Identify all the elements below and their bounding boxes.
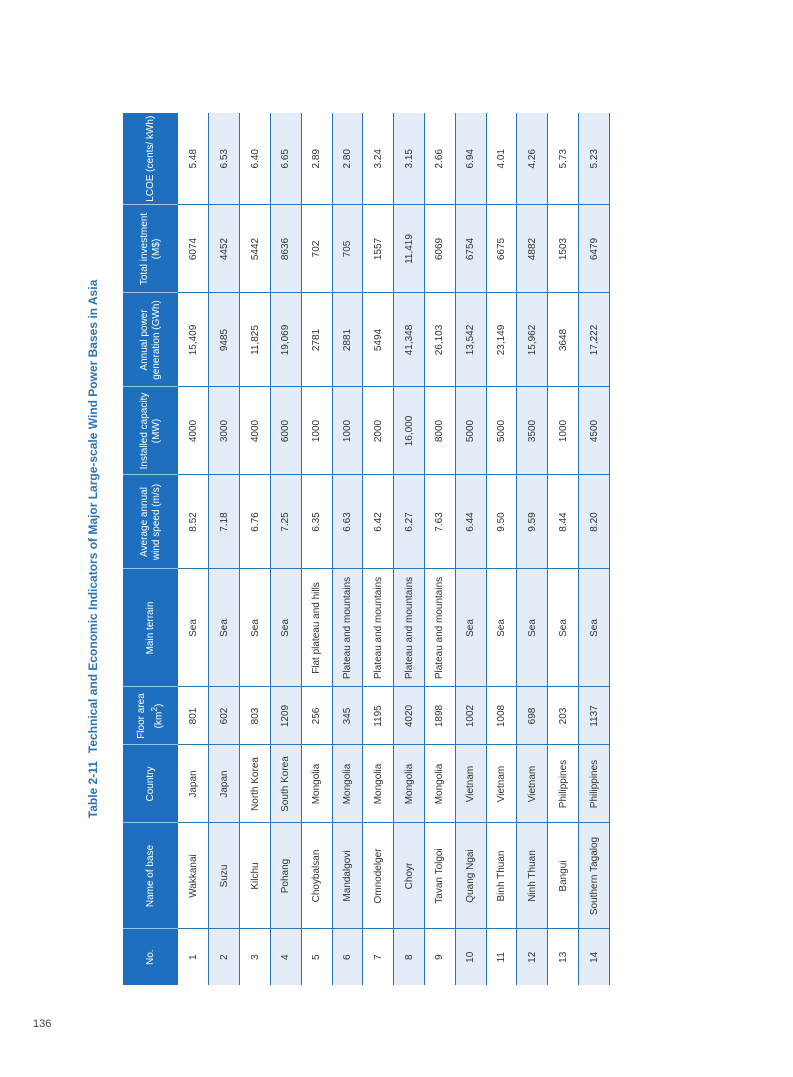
cell-country: Vietnam <box>517 745 548 823</box>
cell-lcoe: 3.24 <box>363 113 394 205</box>
cell-wind: 9.50 <box>486 475 517 569</box>
cell-area: 1137 <box>579 687 610 745</box>
cell-name: Binh Thuan <box>486 823 517 929</box>
cell-generation: 13,542 <box>455 293 486 387</box>
header-lcoe: LCOE (cents/ kWh) <box>123 113 178 205</box>
cell-lcoe: 5.48 <box>178 113 209 205</box>
cell-country: Japan <box>209 745 240 823</box>
cell-capacity: 1000 <box>332 387 363 475</box>
cell-capacity: 2000 <box>363 387 394 475</box>
cell-lcoe: 4.26 <box>517 113 548 205</box>
table-row <box>209 113 240 985</box>
cell-area: 698 <box>517 687 548 745</box>
cell-country: Philippines <box>548 745 579 823</box>
cell-terrain: Flat plateau and hills <box>301 569 332 687</box>
cell-name: Suzu <box>209 823 240 929</box>
cell-area: 1002 <box>455 687 486 745</box>
cell-capacity: 1000 <box>548 387 579 475</box>
cell-area: 1898 <box>425 687 456 745</box>
cell-terrain: Sea <box>548 569 579 687</box>
cell-area: 1209 <box>270 687 301 745</box>
table-number: Table 2-11 <box>86 761 100 819</box>
cell-lcoe: 3.15 <box>394 113 425 205</box>
table-row <box>486 113 517 985</box>
rotated-table-block <box>86 113 610 985</box>
cell-generation: 2881 <box>332 293 363 387</box>
page-number: 136 <box>33 1018 52 1030</box>
cell-wind: 7.18 <box>209 475 240 569</box>
cell-investment: 6754 <box>455 205 486 293</box>
table-row <box>301 113 332 985</box>
cell-country: Mongolia <box>394 745 425 823</box>
cell-capacity: 3000 <box>209 387 240 475</box>
cell-terrain: Sea <box>209 569 240 687</box>
cell-wind: 6.35 <box>301 475 332 569</box>
cell-area: 1195 <box>363 687 394 745</box>
cell-wind: 6.42 <box>363 475 394 569</box>
cell-investment: 702 <box>301 205 332 293</box>
header-country: Country <box>123 745 178 823</box>
cell-capacity: 5000 <box>455 387 486 475</box>
cell-investment: 11,419 <box>394 205 425 293</box>
table-row <box>240 113 271 985</box>
cell-area: 602 <box>209 687 240 745</box>
cell-area: 345 <box>332 687 363 745</box>
cell-wind: 6.76 <box>240 475 271 569</box>
cell-country: Mongolia <box>332 745 363 823</box>
cell-investment: 1503 <box>548 205 579 293</box>
cell-name: Tavan Tolgoi <box>425 823 456 929</box>
cell-generation: 11,825 <box>240 293 271 387</box>
cell-name: Pohang <box>270 823 301 929</box>
cell-capacity: 4000 <box>178 387 209 475</box>
cell-wind: 6.44 <box>455 475 486 569</box>
cell-no: 14 <box>579 929 610 985</box>
cell-wind: 9.59 <box>517 475 548 569</box>
cell-terrain: Sea <box>178 569 209 687</box>
cell-no: 13 <box>548 929 579 985</box>
header-generation: Annual power generation (GWh) <box>123 293 178 387</box>
cell-area: 4020 <box>394 687 425 745</box>
cell-country: South Korea <box>270 745 301 823</box>
wind-power-table <box>123 113 610 985</box>
cell-area: 801 <box>178 687 209 745</box>
cell-area: 803 <box>240 687 271 745</box>
table-row <box>548 113 579 985</box>
cell-name: Choyr <box>394 823 425 929</box>
cell-no: 3 <box>240 929 271 985</box>
cell-terrain: Sea <box>240 569 271 687</box>
cell-generation: 2781 <box>301 293 332 387</box>
cell-country: Mongolia <box>301 745 332 823</box>
table-row <box>455 113 486 985</box>
cell-no: 10 <box>455 929 486 985</box>
cell-capacity: 16,000 <box>394 387 425 475</box>
cell-lcoe: 2.89 <box>301 113 332 205</box>
cell-name: Wakkanai <box>178 823 209 929</box>
cell-lcoe: 6.94 <box>455 113 486 205</box>
cell-wind: 6.27 <box>394 475 425 569</box>
cell-no: 12 <box>517 929 548 985</box>
cell-terrain: Plateau and mountains <box>425 569 456 687</box>
table-title-text: Technical and Economic Indicators of Major Large-scale Wind Power Bases in Asia <box>86 279 100 754</box>
cell-wind: 8.44 <box>548 475 579 569</box>
cell-lcoe: 2.66 <box>425 113 456 205</box>
cell-lcoe: 5.23 <box>579 113 610 205</box>
cell-capacity: 4500 <box>579 387 610 475</box>
cell-country: Japan <box>178 745 209 823</box>
header-floor-area-label: Floor area <box>135 693 147 739</box>
cell-capacity: 1000 <box>301 387 332 475</box>
cell-capacity: 8000 <box>425 387 456 475</box>
cell-terrain: Sea <box>517 569 548 687</box>
cell-generation: 41,348 <box>394 293 425 387</box>
cell-country: Vietnam <box>486 745 517 823</box>
table-row <box>394 113 425 985</box>
cell-no: 2 <box>209 929 240 985</box>
header-investment: Total investment (M$) <box>123 205 178 293</box>
cell-wind: 8.52 <box>178 475 209 569</box>
cell-terrain: Sea <box>455 569 486 687</box>
table-title <box>86 113 100 985</box>
table-row <box>425 113 456 985</box>
cell-generation: 3648 <box>548 293 579 387</box>
cell-terrain: Sea <box>270 569 301 687</box>
cell-area: 1008 <box>486 687 517 745</box>
header-no: No. <box>123 929 178 985</box>
cell-country: Vietnam <box>455 745 486 823</box>
cell-name: Quang Ngai <box>455 823 486 929</box>
cell-investment: 5442 <box>240 205 271 293</box>
cell-name: Choybalsan <box>301 823 332 929</box>
cell-investment: 4882 <box>517 205 548 293</box>
cell-capacity: 3500 <box>517 387 548 475</box>
cell-terrain: Plateau and mountains <box>332 569 363 687</box>
cell-lcoe: 6.53 <box>209 113 240 205</box>
cell-country: Philippines <box>579 745 610 823</box>
cell-no: 5 <box>301 929 332 985</box>
cell-investment: 6675 <box>486 205 517 293</box>
cell-generation: 15,962 <box>517 293 548 387</box>
cell-generation: 26,103 <box>425 293 456 387</box>
cell-no: 7 <box>363 929 394 985</box>
cell-terrain: Plateau and mountains <box>394 569 425 687</box>
cell-wind: 8.20 <box>579 475 610 569</box>
cell-investment: 1557 <box>363 205 394 293</box>
header-floor-area-unit: (km <box>153 711 165 729</box>
cell-lcoe: 6.65 <box>270 113 301 205</box>
cell-investment: 6069 <box>425 205 456 293</box>
header-name: Name of base <box>123 823 178 929</box>
table-row <box>363 113 394 985</box>
cell-area: 256 <box>301 687 332 745</box>
cell-investment: 705 <box>332 205 363 293</box>
cell-name: Omnodelger <box>363 823 394 929</box>
cell-country: Mongolia <box>363 745 394 823</box>
cell-investment: 6479 <box>579 205 610 293</box>
header-floor-area <box>123 687 178 745</box>
cell-no: 9 <box>425 929 456 985</box>
cell-capacity: 5000 <box>486 387 517 475</box>
header-floor-area-sup: 2 <box>148 707 159 712</box>
table-row <box>270 113 301 985</box>
cell-name: Mandalgovi <box>332 823 363 929</box>
cell-no: 4 <box>270 929 301 985</box>
table-row <box>332 113 363 985</box>
cell-country: North Korea <box>240 745 271 823</box>
header-capacity: Installed capacity (MW) <box>123 387 178 475</box>
cell-capacity: 6000 <box>270 387 301 475</box>
cell-lcoe: 2.80 <box>332 113 363 205</box>
cell-name: Southern Tagalog <box>579 823 610 929</box>
cell-lcoe: 5.73 <box>548 113 579 205</box>
header-row <box>123 113 178 985</box>
cell-terrain: Sea <box>579 569 610 687</box>
cell-name: Bangui <box>548 823 579 929</box>
header-floor-area-close: ) <box>153 703 165 708</box>
cell-wind: 7.63 <box>425 475 456 569</box>
cell-name: Kilchu <box>240 823 271 929</box>
cell-generation: 9485 <box>209 293 240 387</box>
cell-investment: 4452 <box>209 205 240 293</box>
cell-generation: 15,409 <box>178 293 209 387</box>
cell-investment: 6074 <box>178 205 209 293</box>
table-row <box>579 113 610 985</box>
cell-country: Mongolia <box>425 745 456 823</box>
header-wind-speed: Average annual wind speed (m/s) <box>123 475 178 569</box>
cell-area: 203 <box>548 687 579 745</box>
cell-no: 11 <box>486 929 517 985</box>
cell-generation: 19,069 <box>270 293 301 387</box>
header-terrain: Main terrain <box>123 569 178 687</box>
cell-terrain: Plateau and mountains <box>363 569 394 687</box>
cell-investment: 8636 <box>270 205 301 293</box>
cell-wind: 6.63 <box>332 475 363 569</box>
cell-name: Ninh Thuan <box>517 823 548 929</box>
cell-generation: 5494 <box>363 293 394 387</box>
cell-generation: 17,222 <box>579 293 610 387</box>
cell-no: 1 <box>178 929 209 985</box>
cell-generation: 23,149 <box>486 293 517 387</box>
table-row <box>517 113 548 985</box>
cell-capacity: 4000 <box>240 387 271 475</box>
cell-lcoe: 6.40 <box>240 113 271 205</box>
cell-lcoe: 4.01 <box>486 113 517 205</box>
cell-no: 8 <box>394 929 425 985</box>
cell-terrain: Sea <box>486 569 517 687</box>
cell-no: 6 <box>332 929 363 985</box>
cell-wind: 7.25 <box>270 475 301 569</box>
table-row <box>178 113 209 985</box>
